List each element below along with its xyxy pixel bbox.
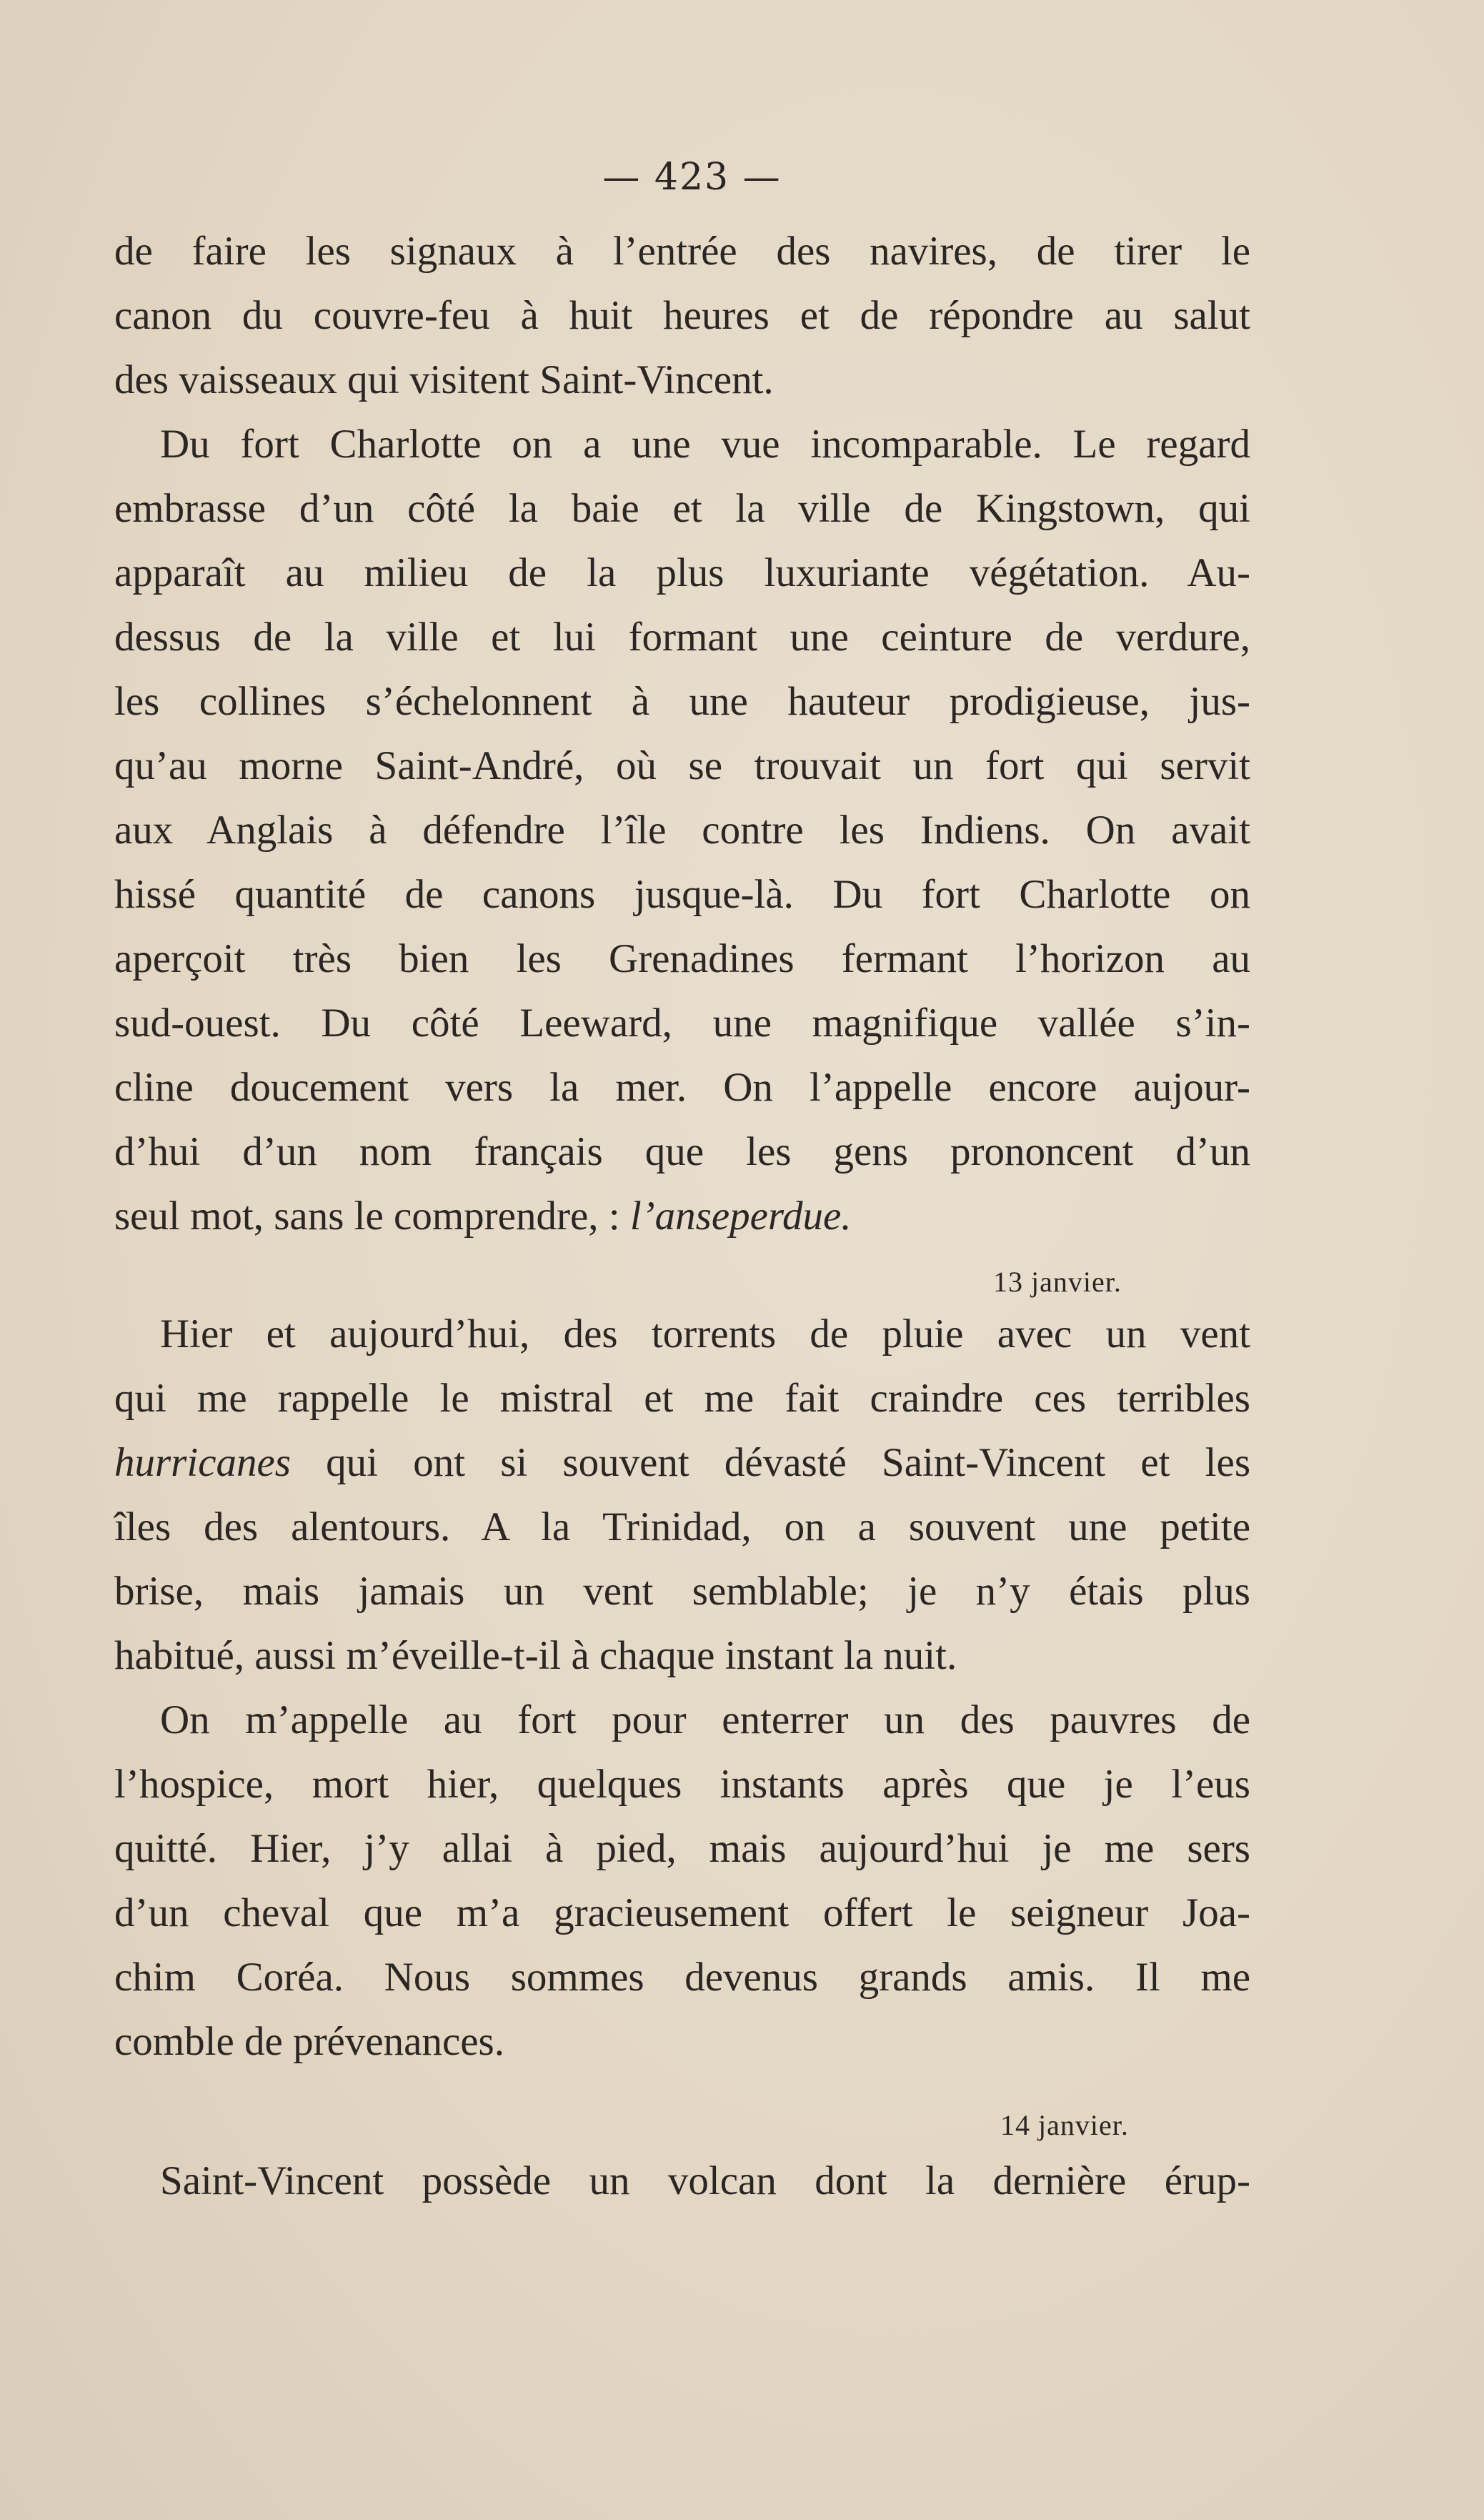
text-line: îles des alentours. A la Trinidad, on a souvent une petite [114,1504,1250,1549]
text-line: chim Coréa. Nous sommes devenus grands amis. Il me [114,1955,1250,2000]
text-line: aperçoit très bien les Grenadines fermant l’horizon au [114,936,1250,981]
text-block-lower [114,2149,1250,2213]
text-line: d’hui d’un nom français que les gens prononcent d’un [114,1129,1250,1174]
italic-term: l’anseperdue. [629,1194,852,1239]
text-block-upper [114,219,1250,1249]
text-fragment: seul mot, sans le comprendre, : [114,1194,630,1239]
text-line [114,1431,1250,1495]
text-line: comble de prévenances. [114,2019,504,2064]
text-block-middle [114,1302,1250,2074]
text-line: brise, mais jamais un vent semblable; je n’y étais plus [114,1569,1250,1614]
text-line: quitté. Hier, j’y allai à pied, mais aujourd’hui je me sers [114,1826,1250,1871]
paragraph-start-line: Hier et aujourd’hui, des torrents de pluie avec un vent [160,1311,1250,1356]
page-number: — 423 — [602,156,782,199]
text-line: d’un cheval que m’a gracieusement offert le seigneur Joa- [114,1890,1250,1935]
text-line: dessus de la ville et lui formant une ceinture de verdure, [114,615,1250,660]
date-heading: 14 janvier. [1000,2109,1129,2141]
text-line: qui me rappelle le mistral et me fait craindre ces terribles [114,1376,1250,1421]
text-line: des vaisseaux qui visitent Saint-Vincent. [114,357,774,402]
text-line: les collines s’échelonnent à une hauteur prodigieuse, jus- [114,679,1250,724]
text-line [114,1184,1250,1249]
text-line: l’hospice, mort hier, quelques instants après que je l’eus [114,1762,1250,1807]
text-line: de faire les signaux à l’entrée des navires, de tirer le [114,229,1250,274]
text-fragment: qui ont si souvent dévasté Saint-Vincent et les [290,1440,1250,1485]
italic-term: hurricanes [114,1440,291,1485]
text-line: qu’au morne Saint-André, où se trouvait un fort qui servit [114,743,1250,788]
text-line: embrasse d’un côté la baie et la ville de Kingstown, qui [114,486,1250,531]
text-line: habitué, aussi m’éveille-t-il à chaque instant la nuit. [114,1633,957,1678]
text-line: aux Anglais à défendre l’île contre les Indiens. On avait [114,808,1250,853]
paragraph-start-line: Saint-Vincent possède un volcan dont la dernière érup- [160,2158,1250,2203]
text-line: hissé quantité de canons jusque-là. Du fort Charlotte on [114,872,1250,917]
text-line: cline doucement vers la mer. On l’appelle encore aujour- [114,1065,1250,1110]
date-heading: 13 janvier. [993,1266,1122,1298]
text-line: apparaît au milieu de la plus luxuriante végétation. Au- [114,550,1250,595]
paragraph-start-line: On m’appelle au fort pour enterrer un des pauvres de [160,1697,1250,1742]
text-line: sud-ouest. Du côté Leeward, une magnifique vallée s’in- [114,1001,1250,1046]
text-line: canon du couvre-feu à huit heures et de répondre au salut [114,293,1250,338]
paragraph-start-line: Du fort Charlotte on a une vue incomparable. Le regard [160,422,1250,467]
